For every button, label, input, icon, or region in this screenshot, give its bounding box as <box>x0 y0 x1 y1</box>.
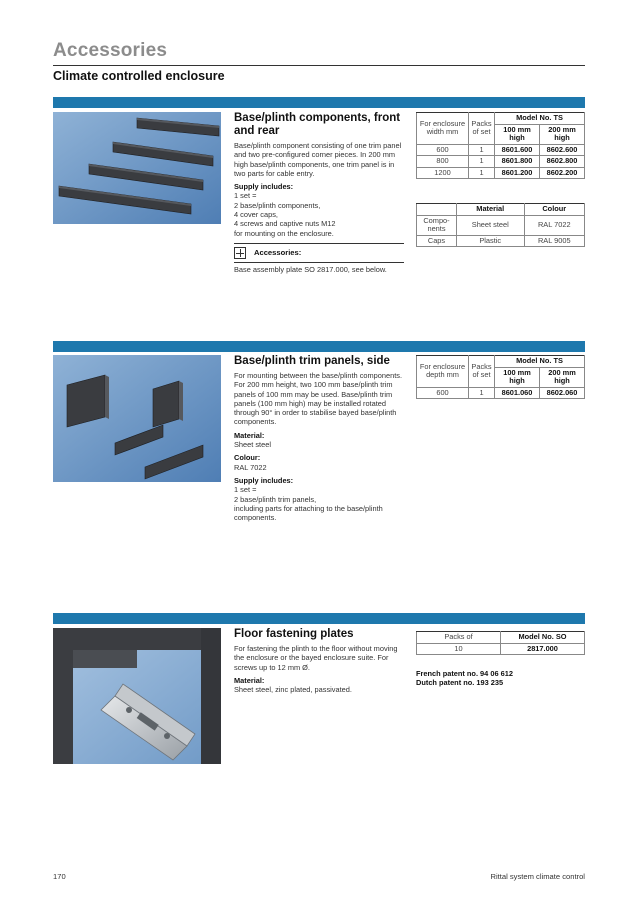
supply-line: 2 base/plinth components, <box>234 200 321 210</box>
cell: 1 <box>469 167 495 179</box>
supply-line: including parts for attaching to the base/plinth components. <box>234 503 383 523</box>
cell: RAL 9005 <box>524 235 584 247</box>
section-heading: Floor fastening plates <box>234 628 354 640</box>
cell: 8601.060 <box>495 387 540 399</box>
table-row <box>417 643 585 655</box>
col-header-model: Model No. TS <box>495 356 585 368</box>
section-body: For mounting between the base/plinth components. For 200 mm height, two 100 mm base/plinth trim panels of 100 mm may be used. Base/plinth trim panels (100 mm high) may be installed rotated through 90° in order to stabilise bayed base/plinth components. <box>234 371 403 427</box>
page-subtitle: Climate controlled enclosure <box>53 69 225 83</box>
col-header-model: Model No. SO <box>501 632 585 644</box>
section-body: Base/plinth component consisting of one trim panel and two pre-configured corner pieces. In 200 mm high base/plinth components, one trim panel is in two parts for cable entry. <box>234 141 402 178</box>
section-band-3 <box>53 613 585 624</box>
model-table-base-plinth-components <box>416 112 585 179</box>
col-header-depth: For enclosure depth mm <box>417 356 469 388</box>
cell: 2817.000 <box>501 643 585 655</box>
model-table-trim-panels-side <box>416 355 585 399</box>
table-row <box>417 144 585 156</box>
material-label: Material: <box>234 675 265 685</box>
supply-line: for mounting on the enclosure. <box>234 228 334 238</box>
cell: 1 <box>469 387 495 399</box>
table-row <box>417 215 585 235</box>
patent-line: Dutch patent no. 193 235 <box>416 678 504 687</box>
cell <box>417 204 457 216</box>
colour-value: RAL 7022 <box>234 462 267 472</box>
cell: 8601.600 <box>495 144 540 156</box>
section-body: For fastening the plinth to the floor without moving the enclosure or the bayed enclosure suite. For screws up to 12 mm Ø. <box>234 644 398 672</box>
supply-line: 1 set = <box>234 485 257 495</box>
cell: 10 <box>417 643 501 655</box>
product-photo-floor-fastening-plates <box>53 628 221 764</box>
product-photo-base-plinth-components <box>53 112 221 224</box>
cell: 1 <box>469 156 495 168</box>
page-title: Accessories <box>53 40 168 61</box>
cell: Caps <box>417 235 457 247</box>
col-header-packs: Packs of set <box>469 356 495 388</box>
col-header-100mm: 100 mm high <box>495 367 540 387</box>
section-text-trim-panels-side <box>234 355 404 522</box>
col-header-200mm: 200 mm high <box>540 124 585 144</box>
colour-label: Colour: <box>234 453 261 463</box>
accessories-label: Accessories: <box>254 248 302 258</box>
cell: 600 <box>417 387 469 399</box>
cell: 8602.060 <box>540 387 585 399</box>
supply-line: 2 base/plinth trim panels, <box>234 494 317 504</box>
col-header-model: Model No. TS <box>495 113 585 125</box>
col-header-100mm: 100 mm high <box>495 124 540 144</box>
product-photo-trim-panels-side <box>53 355 221 482</box>
accessories-rule <box>234 243 404 244</box>
header-rule <box>53 65 585 66</box>
page-number: 170 <box>53 872 66 881</box>
table-row <box>417 387 585 399</box>
material-value: Sheet steel <box>234 440 271 450</box>
cell: Compo-nents <box>417 215 457 235</box>
cell: 8601.200 <box>495 167 540 179</box>
table-row <box>417 235 585 247</box>
col-header-material: Material <box>457 204 525 216</box>
section-heading: Base/plinth components, front and rear <box>234 112 401 137</box>
material-value: Sheet steel, zinc plated, passivated. <box>234 685 352 695</box>
cell: 8602.800 <box>540 156 585 168</box>
supply-line: 4 cover caps, <box>234 210 278 220</box>
supply-label: Supply includes: <box>234 182 294 192</box>
cell: RAL 7022 <box>524 215 584 235</box>
cell: 1 <box>469 144 495 156</box>
col-header-packs: Packs of <box>417 632 501 644</box>
cell: 800 <box>417 156 469 168</box>
model-table-floor-fastening-plates <box>416 631 585 655</box>
col-header-200mm: 200 mm high <box>540 367 585 387</box>
plus-icon <box>234 247 246 259</box>
footer-brand: Rittal system climate control <box>490 872 585 881</box>
cell: 1200 <box>417 167 469 179</box>
cell: 8602.200 <box>540 167 585 179</box>
supply-line: 4 screws and captive nuts M12 <box>234 219 336 229</box>
col-header-width: For enclosure width mm <box>417 113 469 145</box>
cell: 600 <box>417 144 469 156</box>
accessories-header <box>234 247 404 263</box>
supply-label: Supply includes: <box>234 475 294 485</box>
material-label: Material: <box>234 430 265 440</box>
section-text-base-plinth-components <box>234 112 404 274</box>
material-table <box>416 203 585 247</box>
cell: Plastic <box>457 235 525 247</box>
cell: Sheet steel <box>457 215 525 235</box>
section-text-floor-fastening-plates <box>234 628 404 694</box>
table-row <box>417 156 585 168</box>
section-band-1 <box>53 97 585 108</box>
table-row <box>417 167 585 179</box>
supply-line: 1 set = <box>234 191 257 201</box>
patent-info <box>416 669 513 687</box>
accessories-text: Base assembly plate SO 2817.000, see below. <box>234 264 387 274</box>
section-band-2 <box>53 341 585 352</box>
col-header-packs: Packs of set <box>469 113 495 145</box>
cell: 8601.800 <box>495 156 540 168</box>
col-header-colour: Colour <box>524 204 584 216</box>
patent-line: French patent no. 94 06 612 <box>416 669 513 678</box>
section-heading: Base/plinth trim panels, side <box>234 355 390 367</box>
cell: 8602.600 <box>540 144 585 156</box>
